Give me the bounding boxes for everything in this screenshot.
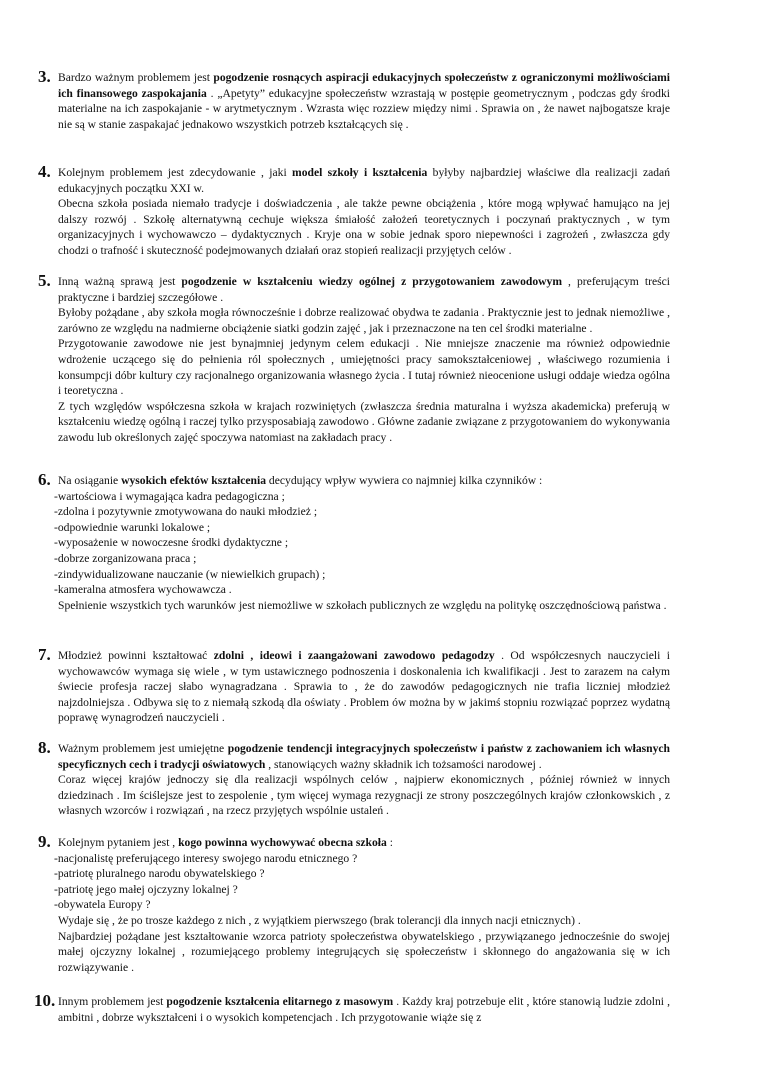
section-8 (38, 738, 670, 819)
section-number: 10. (34, 991, 56, 1010)
paragraph: Bardzo ważnym problemem jest pogodzenie rosnących aspiracji edukacyjnych społeczeństw z ograniczonymi możliwościami ich finansowego zaspokajania . „Apetyty” edukacyjne społeczeństw wzrastają w postępie geometrycznym , podczas gdy środki materialne na ich zaspokajanie - w arytmetycznym . Wzrasta więc rozziew między nimi . Sprawia on , że nawet najbogatsze kraje nie są w stanie zaspakajać jednakowo wszystkich potrzeb kształcących się . (58, 71, 670, 131)
paragraph: Coraz więcej krajów jednoczy się dla realizacji wspólnych celów , najpierw ekonomicznych , później również w innych dziedzinach . Im ściślejsze jest to zespolenie , tym więcej wymaga rezygnacji ze strony poszczególnych krajów członkowskich , z własnych wzorców i rozwiązań , na rzecz przyjętych wspólnie ustaleń . (58, 773, 670, 818)
paragraph: Inną ważną sprawą jest pogodzenie w kształceniu wiedzy ogólnej z przygotowaniem zawodowym , preferującym treści praktyczne i bardziej szczegółowe . (58, 275, 670, 304)
list-item: -zindywidualizowane nauczanie (w niewielkich grupach) ; (54, 567, 326, 581)
list-item: -zdolna i pozytywnie zmotywowana do nauki młodzież ; (54, 505, 318, 519)
section-number: 5. (38, 271, 51, 290)
section-6 (38, 470, 670, 613)
list-item: -wartościowa i wymagająca kadra pedagogiczna ; (54, 489, 285, 503)
list-item: -kameralna atmosfera wychowawcza . (54, 583, 232, 597)
paragraph: Wydaje się , że po trosze każdego z nich , z wyjątkiem pierwszego (brak tolerancji dla innych nacji etnicznych) . (58, 913, 581, 927)
paragraph: Ważnym problemem jest umiejętne pogodzenie tendencji integracyjnych społeczeństw i państw z zachowaniem ich własnych specyficznych cech i tradycji oświatowych , stanowiących ważny składnik ich tożsamości narodowej . (58, 742, 670, 771)
section-9 (38, 832, 670, 975)
section-10 (34, 991, 670, 1025)
paragraph: Na osiąganie wysokich efektów kształcenia decydujący wpływ wywiera co najmniej kilka czynników : (58, 474, 543, 487)
paragraph: Kolejnym problemem jest zdecydowanie , jaki model szkoły i kształcenia byłyby najbardziej właściwe dla realizacji zadań edukacyjnych początku XXI w. (58, 166, 670, 195)
section-number: 7. (38, 645, 51, 664)
list-item: -dobrze zorganizowana praca ; (54, 551, 197, 565)
section-7 (38, 645, 670, 726)
paragraph: Spełnienie wszystkich tych warunków jest niemożliwe w szkołach publicznych ze względu na politykę oszczędnościową państwa . (58, 598, 667, 612)
paragraph: Młodzież powinni kształtować zdolni , ideowi i zaangażowani zawodowo pedagodzy . Od współczesnych nauczycieli i wychowawców wymaga się wiele , w tym ustawicznego podnoszenia i doskonalenia ich kwalifikacji . Jest to zarazem na całym świecie profesja raczej słabo wynagradzana . Sprawia to , że do zawodów pedagogicznych nie trafia liczniej młodzież najzdolniejsza . Odbywa się to z niemałą szkodą dla oświaty . Problem ów można by w jakimś stopniu rozwiązać poprzez wydatną poprawę wynagrodzeń nauczycieli . (58, 649, 670, 725)
list-item: -patriotę pluralnego narodu obywatelskiego ? (54, 867, 265, 881)
section-number: 4. (38, 162, 51, 181)
list-item: -wyposażenie w nowoczesne środki dydaktyczne ; (54, 536, 289, 550)
section-5 (38, 271, 670, 446)
list-item: -nacjonalistę preferującego interesy swojego narodu etnicznego ? (54, 851, 358, 865)
list-item: -obywatela Europy ? (54, 898, 151, 912)
question-list (54, 851, 670, 913)
paragraph: Najbardziej pożądane jest kształtowanie wzorca patrioty społeczeństwa obywatelskiego , przywiązanego jednocześnie do swojej małej ojczyzny lokalnej , rozumiejącego problemy integrujących się społeczeństw i skłonnego do angażowania się w ich rozwiązywanie . (58, 929, 670, 974)
section-number: 9. (38, 832, 51, 851)
paragraph: Z tych względów współczesna szkoła w krajach rozwiniętych (zwłaszcza średnia maturalna i wyższa akademicka) preferują w kształceniu wiedzę ogólną i raczej tylko przysposabiają zawodowo . Główne zadanie związane z przygotowaniem do wykonywania zawodu lub określonych zajęć spoczywa natomiast na zakładach pracy . (58, 399, 670, 444)
paragraph: Innym problemem jest pogodzenie kształcenia elitarnego z masowym . Każdy kraj potrzebuje elit , które stanowią ludzie zdolni , ambitni , dobrze wykształceni i o wysokich kompetencjach . Ich przygotowanie wiąże się z (58, 995, 670, 1024)
list-item: -patriotę jego małej ojczyzny lokalnej ? (54, 882, 238, 896)
section-number: 6. (38, 470, 51, 489)
paragraph: Przygotowanie zawodowe nie jest bynajmniej jedynym celem edukacji . Nie mniejsze znaczenie ma również odpowiednie wdrożenie uczącego się do pełnienia ról społecznych , umiejętności pracy samokształceniowej , właściwego rozumienia i konsumpcji dóbr kultury czy racjonalnego organizowania własnego życia . I tutaj również nieocenione usługi oddaje wiedza ogólna i teoretyczna . (58, 337, 670, 398)
paragraph: Kolejnym pytaniem jest , kogo powinna wychowywać obecna szkoła : (58, 836, 393, 849)
section-number: 8. (38, 738, 51, 757)
factor-list (54, 489, 670, 598)
section-number: 3. (38, 67, 51, 86)
section-4 (38, 162, 670, 259)
paragraph: Byłoby pożądane , aby szkoła mogła równocześnie i dobrze realizować obydwa te zadania . Praktycznie jest to jednak niemożliwe , zarówno ze względu na nadmierne obciążenie siatki godzin zajęć , jak i przeznaczone na ten cel środki materialne . (58, 306, 670, 335)
section-3 (38, 67, 670, 132)
paragraph: Obecna szkoła posiada niemało tradycje i doświadczenia , ale także pewne obciążenia , które mogą wpływać hamująco na jej dalszy rozwój . Szkołę alternatywną cechuje większa śmiałość założeń teoretycznych i poczynań praktycznych , w tym organizacyjnych i wychowawczo – dydaktycznych . Kryje ona w sobie jednak sporo niepewności i zagrożeń , zwłaszcza gdy chodzi o trafność i skuteczność podejmowanych działań oraz stopień realizacji przyjętych celów . (58, 197, 670, 257)
list-item: -odpowiednie warunki lokalowe ; (54, 520, 211, 534)
